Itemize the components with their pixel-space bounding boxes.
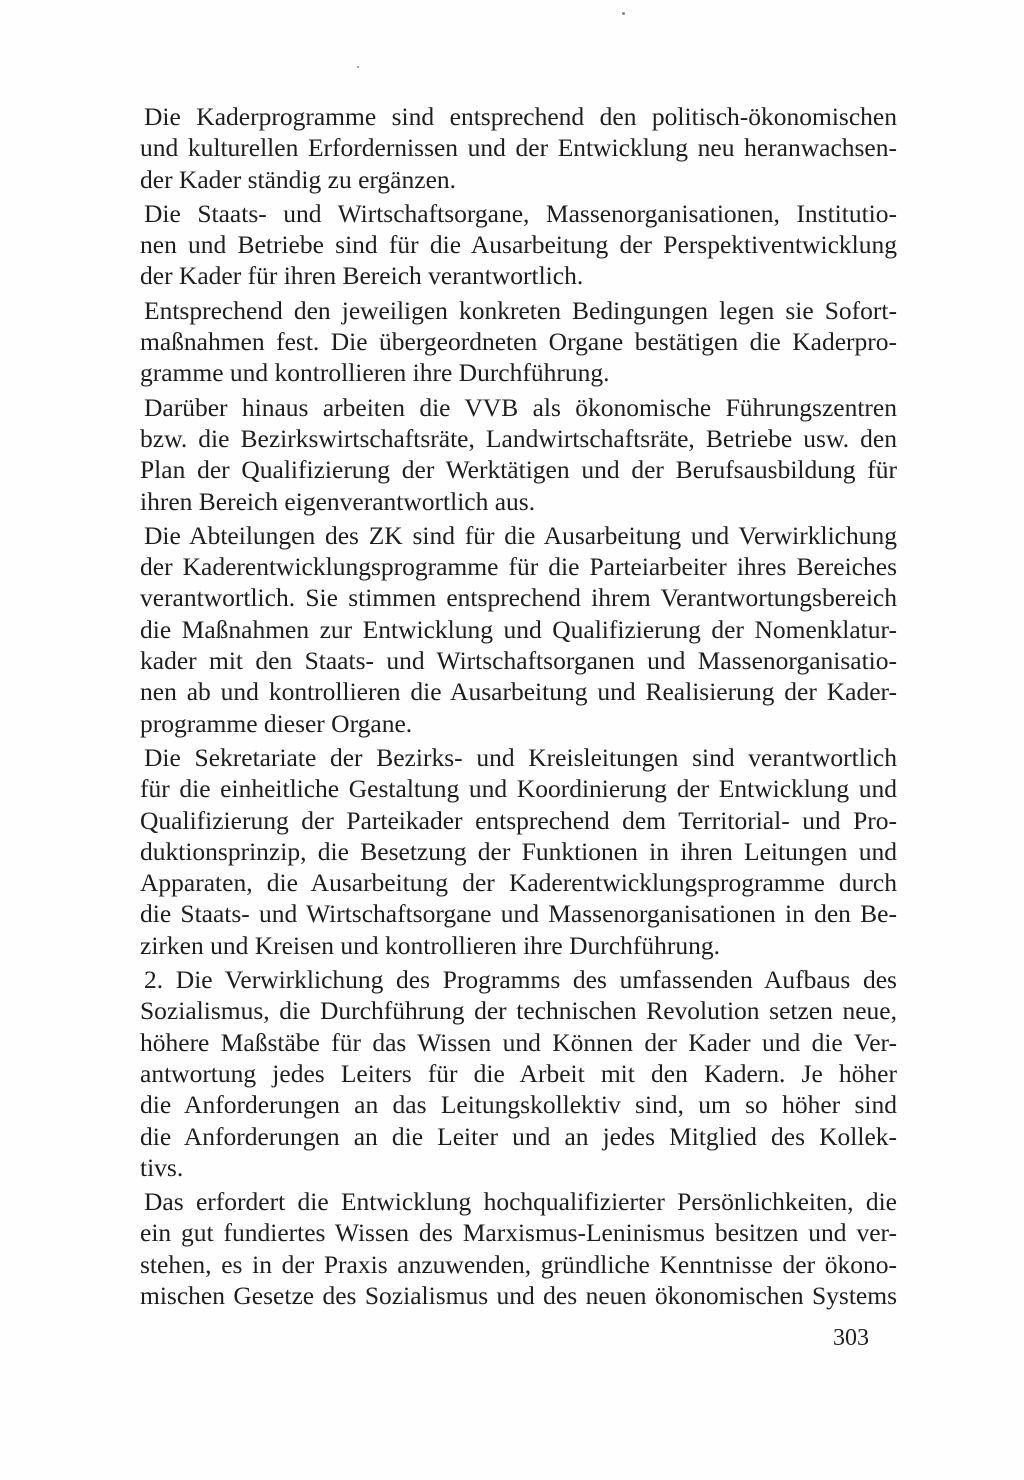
text-line: die Anforderungen an das Leitungskollektiv sind, um so höher sind	[140, 1090, 897, 1120]
text-line: der Kader für ihren Bereich verantwortlich.	[140, 261, 584, 291]
text-line: der Kaderentwicklungsprogramme für die Parteiarbeiter ihres Bereiches	[140, 552, 897, 582]
text-line: die Staats- und Wirtschaftsorgane und Massenorganisationen in den Be-	[140, 899, 897, 929]
text-line: tivs.	[140, 1152, 184, 1182]
text-line: stehen, es in der Praxis anzuwenden, gründliche Kenntnisse der ökono-	[140, 1249, 897, 1279]
body-text	[140, 101, 897, 1311]
text-line: und kulturellen Erfordernissen und der Entwicklung neu heranwachsen-	[140, 133, 897, 163]
text-line: mischen Gesetze des Sozialismus und des neuen ökonomischen Systems	[140, 1280, 897, 1310]
text-line: die Maßnahmen zur Entwicklung und Qualifizierung der Nomenklatur-	[140, 614, 897, 644]
text-line: Die Kaderprogramme sind entsprechend den politisch-ökonomischen	[144, 102, 897, 131]
text-line: Apparaten, die Ausarbeitung der Kaderentwicklungsprogramme durch	[140, 868, 897, 898]
paper-speck	[357, 66, 359, 68]
text-line: antwortung jedes Leiters für die Arbeit mit den Kadern. Je höher	[140, 1058, 897, 1088]
text-line: Sozialismus, die Durchführung der technischen Revolution setzen neue,	[140, 996, 897, 1026]
text-line: der Kader ständig zu ergänzen.	[140, 164, 457, 194]
text-line: kader mit den Staats- und Wirtschaftsorganen und Massenorganisatio-	[140, 646, 897, 676]
text-line: gramme und kontrollieren ihre Durchführung.	[140, 358, 610, 388]
text-line: für die einheitliche Gestaltung und Koordinierung der Entwicklung und	[140, 774, 897, 804]
text-line: Qualifizierung der Parteikader entsprechend dem Territorial- und Pro-	[140, 805, 897, 835]
text-line: bzw. die Bezirkswirtschaftsräte, Landwirtschaftsräte, Betriebe usw. den	[140, 423, 897, 453]
text-line: Die Staats- und Wirtschaftsorgane, Massenorganisationen, Institutio-	[144, 198, 897, 228]
text-line: 2. Die Verwirklichung des Programms des umfassenden Aufbaus des	[144, 965, 897, 995]
text-line: verantwortlich. Sie stimmen entsprechend ihrem Verantwortungsbereich	[140, 583, 897, 613]
text-line: Plan der Qualifizierung der Werktätigen und der Berufsausbildung für	[140, 455, 897, 485]
text-line: ein gut fundiertes Wissen des Marxismus-Leninismus besitzen und ver-	[140, 1218, 897, 1248]
paper-speck	[622, 12, 625, 15]
text-line: die Anforderungen an die Leiter und an jedes Mitglied des Kollek-	[140, 1121, 897, 1151]
text-line: Die Abteilungen des ZK sind für die Ausarbeitung und Verwirklichung	[144, 520, 897, 550]
text-line: Die Sekretariate der Bezirks- und Kreisleitungen sind verantwortlich	[144, 742, 897, 772]
text-line: Darüber hinaus arbeiten die VVB als ökonomische Führungszentren	[144, 392, 897, 422]
text-line: ihren Bereich eigenverantwortlich aus.	[140, 486, 536, 516]
text-line: zirken und Kreisen und kontrollieren ihre Durchführung.	[140, 930, 720, 960]
text-line: maßnahmen fest. Die übergeordneten Organe bestätigen die Kaderpro-	[140, 327, 897, 357]
page-number: 303	[833, 1325, 869, 1351]
text-line: programme dieser Organe.	[140, 708, 413, 738]
text-line: nen und Betriebe sind für die Ausarbeitung der Perspektiventwicklung	[140, 230, 897, 260]
text-line: höhere Maßstäbe für das Wissen und Können der Kader und die Ver-	[140, 1027, 897, 1057]
text-line: duktionsprinzip, die Besetzung der Funktionen in ihren Leitungen und	[140, 836, 897, 866]
text-line: Das erfordert die Entwicklung hochqualifizierter Persönlichkeiten, die	[144, 1187, 897, 1217]
text-line: Entsprechend den jeweiligen konkreten Bedingungen legen sie Sofort-	[144, 295, 897, 325]
text-line: nen ab und kontrollieren die Ausarbeitung und Realisierung der Kader-	[140, 677, 897, 707]
